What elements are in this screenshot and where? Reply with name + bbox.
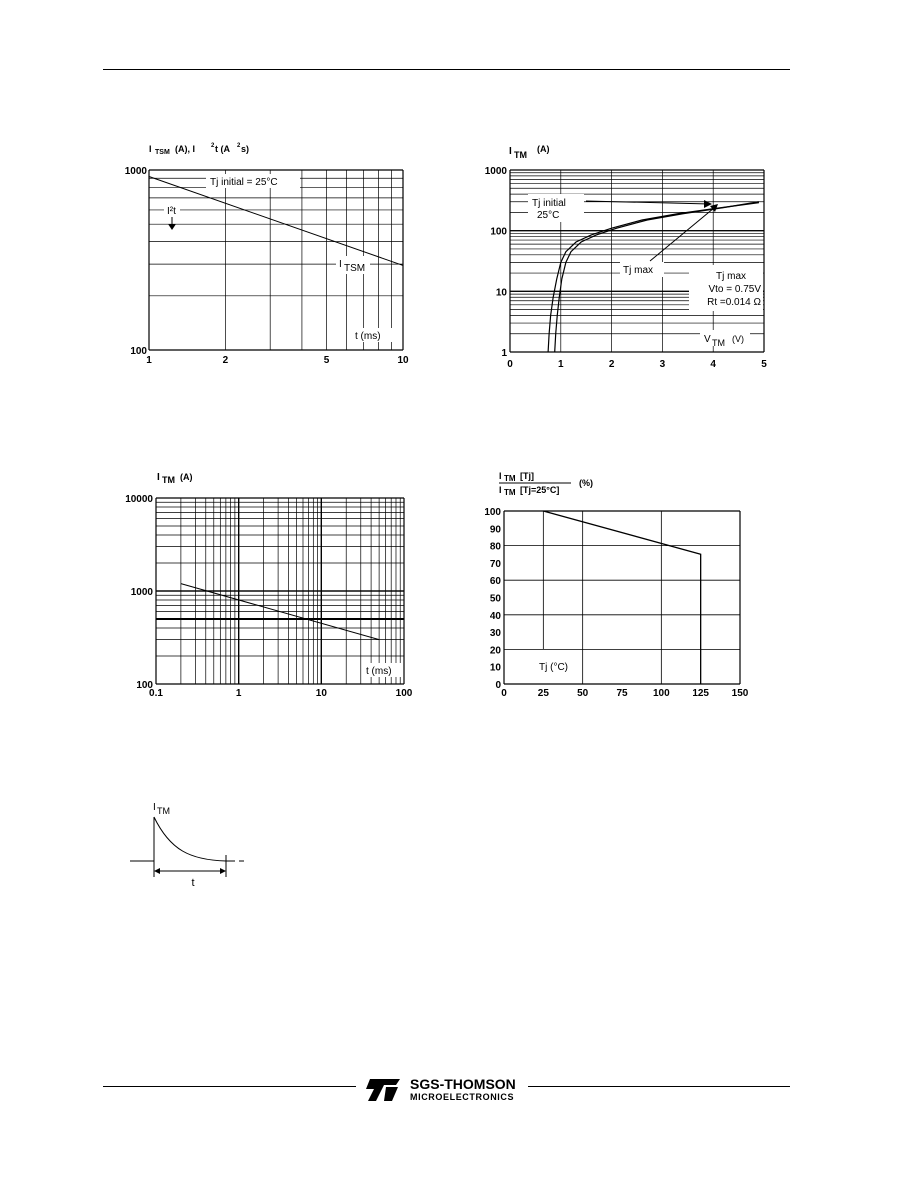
brand-name: SGS-THOMSON: [410, 1076, 516, 1092]
y-tick-label: 60: [489, 576, 501, 588]
arrow-head: [168, 224, 176, 230]
x-tick-label: 10: [397, 355, 409, 366]
x-axis-label: t: [191, 877, 195, 889]
annotation-itsm: I: [339, 259, 342, 270]
annotation-tj-initial: Tj initial: [532, 198, 566, 209]
y-tick-label: 10: [489, 662, 501, 674]
y-tick-label: 50: [489, 593, 501, 605]
x-tick-label: 1: [235, 688, 242, 699]
arrow-head: [220, 868, 226, 874]
title-denominator-sub: TM: [504, 488, 516, 497]
x-tick-label: 2: [608, 359, 615, 370]
annotation-box-rt: Rt =0.014 Ω: [707, 297, 761, 308]
chart-itm-vs-time: [100, 462, 430, 712]
pulse-waveform-diagram: [110, 795, 270, 895]
y-tick-label: 30: [489, 628, 501, 640]
title-denominator-rest: [Tj=25°C]: [520, 485, 560, 495]
footer-rule-left: [103, 1086, 356, 1087]
y-tick-label: 100: [130, 346, 147, 357]
st-logo-icon: [362, 1075, 404, 1103]
y-tick-label: 1: [501, 348, 507, 359]
x-tick-label: 150: [731, 688, 749, 699]
chart-itm-ratio-vs-tj: [470, 462, 790, 712]
y-tick-label: 70: [489, 558, 501, 570]
annotation-tj-max: Tj max: [623, 265, 653, 276]
chart-itsm-vs-time: [100, 130, 430, 380]
pulse-decay: [154, 817, 226, 861]
x-tick-label: 5: [761, 359, 767, 370]
title-main: I: [509, 146, 512, 157]
title-part: TSM: [155, 149, 170, 156]
arrow-head: [154, 868, 160, 874]
y-tick-label: 0: [495, 680, 501, 691]
title-sub: TM: [514, 150, 527, 160]
x-tick-label: 0.1: [149, 688, 163, 699]
y-tick-label: 40: [489, 610, 501, 622]
y-tick-label: 1000: [130, 587, 153, 598]
title-unit: (A): [180, 472, 193, 482]
y-tick-label: 1000: [484, 166, 507, 177]
title-part: t (A: [215, 144, 230, 154]
x-tick-label: 10: [315, 688, 327, 699]
arrow-shaft: [650, 208, 714, 261]
y-axis-label: I: [153, 802, 156, 813]
y-tick-label: 1000: [124, 166, 147, 177]
annotation-itsm-sub: TSM: [344, 263, 366, 274]
brand-subtitle: MICROELECTRONICS: [410, 1092, 515, 1102]
y-tick-label: 10000: [125, 494, 153, 505]
x-tick-label: 125: [692, 688, 710, 699]
x-axis-label-sub: TM: [712, 338, 725, 348]
annotation-box-tjmax: Tj max: [716, 271, 746, 282]
title-numerator: I: [499, 471, 502, 481]
y-tick-label: 100: [484, 507, 501, 518]
annotation-i2t: I²t: [167, 206, 176, 217]
title-part: I: [149, 144, 152, 154]
x-axis-label: t (ms): [366, 666, 392, 677]
series-line: [543, 511, 700, 684]
x-axis-label: V: [704, 334, 711, 345]
x-tick-label: 2: [222, 355, 229, 366]
title-main: I: [157, 472, 160, 483]
x-tick-label: 3: [659, 359, 666, 370]
chart-itm-vs-vtm: [470, 130, 790, 380]
annotation-box-vto: Vto = 0.75V: [708, 284, 761, 295]
title-unit: (A): [537, 144, 550, 154]
annotation-tj-initial: Tj initial = 25°C: [210, 177, 278, 188]
title-sub: TM: [162, 475, 175, 485]
x-tick-label: 1: [146, 355, 152, 366]
footer-rule-right: [528, 1086, 790, 1087]
title-denominator: I: [499, 485, 502, 495]
x-tick-label: 50: [577, 688, 589, 699]
y-tick-label: 20: [489, 645, 501, 657]
annotation-tj-initial-temp: 25°C: [537, 210, 560, 221]
x-tick-label: 4: [710, 359, 716, 370]
title-numerator-sub: TM: [504, 474, 516, 483]
x-axis-label: t (ms): [355, 331, 381, 342]
y-axis-label-sub: TM: [157, 806, 170, 816]
title-part: s): [241, 144, 250, 154]
x-axis-label: Tj (°C): [539, 662, 568, 673]
x-tick-label: 100: [652, 688, 670, 699]
x-tick-label: 0: [501, 688, 507, 699]
x-tick-label: 1: [558, 359, 564, 370]
y-tick-label: 90: [489, 524, 501, 536]
y-tick-label: 10: [495, 287, 507, 299]
x-axis-label-unit: (V): [732, 334, 744, 344]
title-part: 2: [211, 143, 215, 149]
x-tick-label: 100: [395, 688, 413, 699]
y-tick-label: 80: [489, 541, 501, 553]
x-tick-label: 25: [537, 688, 549, 699]
top-rule: [103, 69, 790, 70]
title-part: 2: [237, 143, 241, 149]
y-tick-label: 100: [136, 680, 153, 691]
x-tick-label: 75: [616, 688, 628, 699]
x-tick-label: 0: [507, 359, 513, 370]
x-tick-label: 5: [323, 355, 330, 366]
y-tick-label: 100: [490, 226, 507, 238]
series-line: [149, 177, 403, 266]
title-unit: (%): [579, 478, 593, 488]
title-numerator-rest: [Tj]: [520, 471, 534, 481]
title-part: (A), I: [175, 144, 195, 154]
